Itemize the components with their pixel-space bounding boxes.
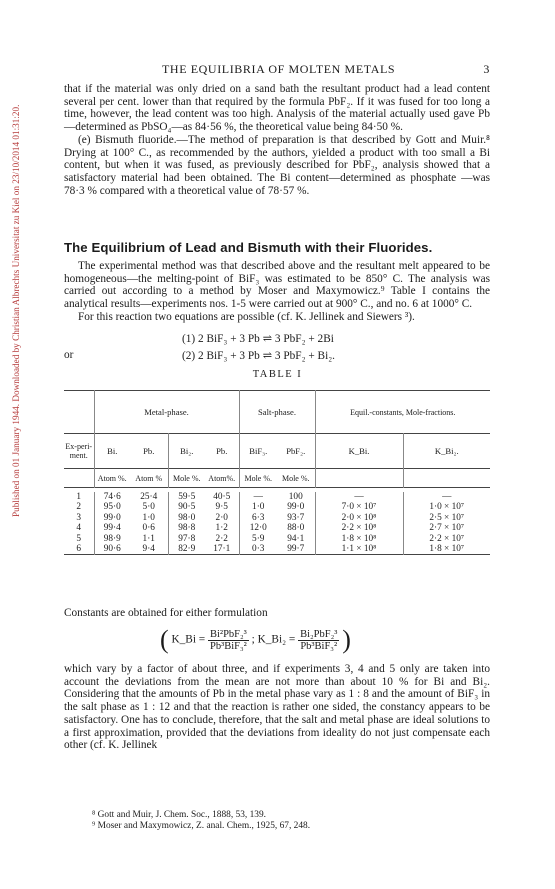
table-cell: 5 xyxy=(76,533,82,544)
table-cell: — xyxy=(315,492,403,502)
section-heading: The Equilibrium of Lead and Bismuth with their Fluorides. xyxy=(64,240,433,255)
table-cell: 2·2 xyxy=(215,533,228,544)
k-bi-label: K_Bi = xyxy=(171,633,206,646)
table-cell: 1·0 × 10⁷ xyxy=(403,502,490,512)
table-cell: 98·9 xyxy=(94,534,130,544)
table-cell: 0·6 xyxy=(142,523,155,534)
experiment-header: Ex-peri-ment. xyxy=(65,442,93,460)
running-title: THE EQUILIBRIA OF MOLTEN METALS xyxy=(162,62,396,76)
table-cell: 0·3 xyxy=(239,544,277,555)
table-cell: — xyxy=(403,492,490,502)
download-watermark: Published on 01 January 1944. Downloaded by Christian Albrechts Universitat zu Kiel on 23/10/2014 01:31:20. xyxy=(11,104,21,517)
table-cell: 1·0 xyxy=(239,502,277,512)
unit-cell: Atom % xyxy=(135,473,163,483)
table-cell: 1·1 xyxy=(142,533,155,544)
table-cell: 40·5 xyxy=(213,492,231,502)
equation-2-text: (2) 2 BiF₃ + 3 Pb ⇌ 3 PbF₂ + Bi₂. xyxy=(182,350,335,362)
metal-phase-header: Metal-phase. xyxy=(94,391,239,434)
table-cell: 1·1 × 10⁸ xyxy=(315,544,403,555)
k-bi-fraction xyxy=(208,629,249,652)
unit-cell: Atom%. xyxy=(208,473,236,483)
results-table xyxy=(64,390,490,557)
equation-2-label: or xyxy=(64,349,74,361)
salt-phase-header: Salt-phase. xyxy=(239,391,315,434)
table-body xyxy=(64,492,490,555)
paragraph-1: that if the material was only dried on a sand bath the resultant product had a lead content several per cent. lower than that required by the formula PbF₂. If it was fused for too long a time, however, the lead content was too high. Analysis of the material actually used gave Pb —determined as PbSO₄—as 84·56 %, the theoretical value being 84·50 %. xyxy=(64,83,490,134)
k-bi-numerator: Bi²PbF₂³ xyxy=(210,628,247,640)
table-row xyxy=(64,492,490,502)
table-group-header xyxy=(64,391,490,434)
col-header: K_Bi. xyxy=(315,434,403,469)
table-cell: 1·8 × 10⁸ xyxy=(315,534,403,544)
col-header: PbF₂. xyxy=(286,446,306,456)
paragraph-4: For this reaction two equations are possible (cf. K. Jellinek and Siewers ³). xyxy=(78,310,415,323)
table-row xyxy=(64,523,490,533)
table-cell: 99·4 xyxy=(94,523,130,533)
table-row xyxy=(64,502,490,512)
table-cell: 98·8 xyxy=(168,523,205,533)
table-row xyxy=(64,513,490,523)
col-header: Pb. xyxy=(216,446,228,456)
table-cell: 4 xyxy=(76,523,82,534)
table-cell: 100 xyxy=(288,492,303,502)
table-cell: 25·4 xyxy=(140,492,158,502)
table-row xyxy=(64,534,490,544)
col-header: Pb. xyxy=(143,446,155,456)
table-cell: 5·9 xyxy=(239,534,277,544)
table-unit-row xyxy=(64,469,490,488)
table-cell: 99·0 xyxy=(94,513,130,523)
footnote: ⁹ Moser and Maxymowicz, Z. anal. Chem., 1925, 67, 248. xyxy=(92,821,311,831)
para-5: Constants are obtained for either formulation xyxy=(64,607,268,619)
table-cell: 94·1 xyxy=(287,533,305,544)
body-text-top xyxy=(64,83,490,197)
table-cell: 2·0 × 10⁸ xyxy=(315,513,403,523)
col-header: Bi₂. xyxy=(168,434,205,469)
table-title: TABLE I xyxy=(252,369,303,380)
table-cell: 98·0 xyxy=(168,513,205,523)
table-cell: 2 xyxy=(76,502,82,513)
k-bi2-fraction xyxy=(298,629,339,652)
table-cell: 90·6 xyxy=(94,544,130,555)
table-cell: 88·0 xyxy=(287,523,305,534)
table-cell: 74·6 xyxy=(94,492,130,502)
k-bi2-numerator: Bi₂PbF₂³ xyxy=(300,628,338,640)
table-cell: 82·9 xyxy=(168,544,205,555)
table-cell: 3 xyxy=(76,512,82,523)
table-cell: 99·0 xyxy=(287,502,305,513)
table-cell: 1 xyxy=(76,492,82,502)
table-column-header xyxy=(64,434,490,469)
col-header: BiF₃. xyxy=(239,434,277,469)
paragraph-6: which vary by a factor of about three, and if experiments 3, 4 and 5 only are taken into account the deviations from the mean are not more than about 10 % for Bi and Bi₂. Considering that the amounts of Pb in the metal phase vary as 1 : 8 and the amount of BiF₃ in the salt phase as 1 : 12 and that the reaction is rather one sided, the constancy appears to be satisfactory. One has to conclude, therefore, that the salt and metal phase are ideal solutions to a first approximation, provided that the deviations from ideality do not just compensate each other (cf. K. Jellinek xyxy=(64,663,490,752)
table-cell: 2·7 × 10⁷ xyxy=(403,523,490,533)
table-cell: 6·3 xyxy=(239,513,277,523)
table-cell: 2·5 × 10⁷ xyxy=(403,513,490,523)
table-row xyxy=(64,544,490,555)
table-cell: 9·4 xyxy=(142,544,155,555)
table-cell: 2·0 xyxy=(215,512,228,523)
table-cell: 95·0 xyxy=(94,502,130,512)
table-cell: 9·5 xyxy=(215,502,228,513)
table-cell: 12·0 xyxy=(239,523,277,533)
table-cell: 99·7 xyxy=(287,544,305,555)
table-cell: 2·2 × 10⁷ xyxy=(403,534,490,544)
unit-cell: Mole %. xyxy=(239,469,277,488)
k-bi-denominator: Pb³BiF₃² xyxy=(210,640,247,652)
col-header: K_Bi₂. xyxy=(403,434,490,469)
col-header: Bi. xyxy=(94,434,130,469)
paragraph-2: (e) Bismuth fluoride.—The method of preparation is that described by Gott and Muir.⁸ Drying at 100° C., as recommended by the authors, yielded a product with too small a Bi content, but when it was fused, as previously described for PbF₂, analysis showed that a satisfactory material had been obtained. The Bi content—determined as phosphate —was 78·3 % compared with a theoretical value of 78·57 %. xyxy=(64,133,490,197)
table-cell: — xyxy=(239,492,277,502)
unit-cell: Mole %. xyxy=(168,469,205,488)
footnote: ⁸ Gott and Muir, J. Chem. Soc., 1888, 53, 139. xyxy=(92,810,266,820)
body-text-section xyxy=(64,260,490,324)
table-cell: 59·5 xyxy=(168,492,205,502)
page-number: 3 xyxy=(483,62,490,76)
table-cell: 7·0 × 10⁷ xyxy=(315,502,403,512)
table-cell: 2·2 × 10⁸ xyxy=(315,523,403,533)
equil-constants-header: Equil.-constants, Mole-fractions. xyxy=(315,391,490,434)
table-cell: 1·8 × 10⁷ xyxy=(403,544,490,555)
equilibrium-formula: ( K_Bi = $\frac{\text{Bi²PbF₂³}}{\text{Pb³BiF₃²}}$ ; K_Bi₂ = $\frac{\text{Bi₂PbF₂³}}{\text{Pb³BiF₃²}}$ ) xyxy=(160,625,351,654)
table-cell: 17·1 xyxy=(213,544,231,555)
table-cell: 1·0 xyxy=(142,512,155,523)
table-cell: 6 xyxy=(76,544,82,555)
table-cell: 1·2 xyxy=(215,523,228,534)
table-cell: 93·7 xyxy=(287,512,305,523)
unit-cell: Atom %. xyxy=(94,469,130,488)
equation-1-text: (1) 2 BiF₃ + 3 Pb ⇌ 3 PbF₂ + 2Bi xyxy=(182,333,334,345)
paragraph-3: The experimental method was that described above and the resultant melt appeared to be homogeneous—the melting-point of BiF₃ was estimated to be 850° C. The analysis was carried out according to a method by Moser and Maxymowicz.⁹ Table I contains the analytical results—experiments nos. 1-5 were carried out at 900° C., and no. 6 at 1000° C. xyxy=(64,260,490,311)
k-bi2-label: ; K_Bi₂ = xyxy=(251,633,296,646)
table-cell: 90·5 xyxy=(168,502,205,512)
unit-cell: Mole %. xyxy=(281,473,310,483)
k-bi2-denominator: Pb³BiF₃² xyxy=(300,640,338,652)
table-cell: 97·8 xyxy=(168,534,205,544)
table-cell: 5·0 xyxy=(142,502,155,513)
